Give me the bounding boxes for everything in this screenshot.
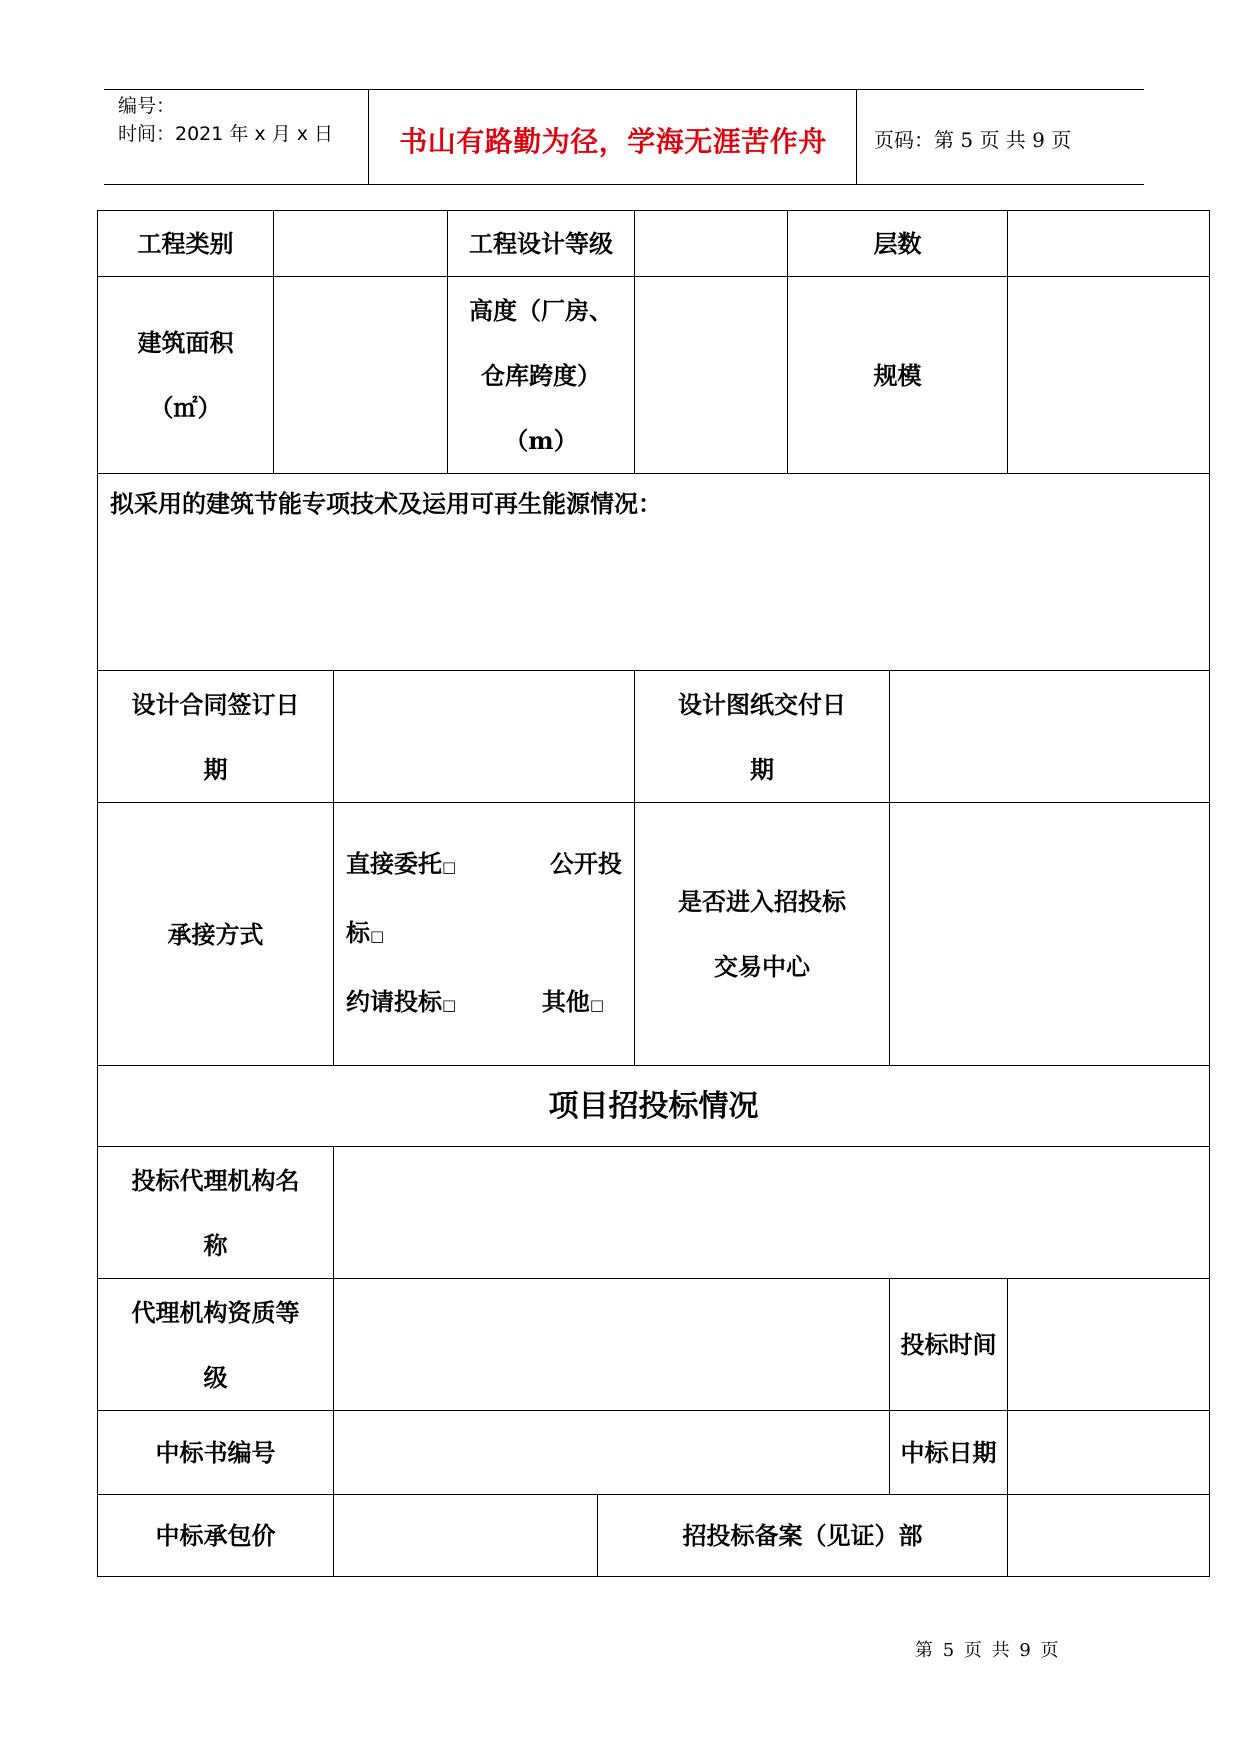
table-row <box>98 671 1210 803</box>
label-contract-date <box>98 671 334 803</box>
field-design-grade[interactable] <box>635 211 788 277</box>
header-time-label: 时间：2021 年 x 月 x 日 <box>118 123 334 145</box>
table-row <box>98 277 1210 474</box>
label-award-date: 中标日期 <box>890 1411 1008 1495</box>
page-header <box>104 89 1144 185</box>
label-building-area <box>98 277 274 474</box>
header-motto: 书山有路勤为径，学海无涯苦作舟 <box>399 125 827 158</box>
label-drawing-date <box>635 671 890 803</box>
checkbox-open[interactable]: □ <box>370 926 385 945</box>
label-scale: 规模 <box>788 277 1008 474</box>
option-open[interactable] <box>346 918 384 947</box>
options-row <box>346 969 622 1038</box>
undertake-method-options <box>334 803 635 1066</box>
height-line-1: 高度（厂房、 <box>469 295 613 325</box>
option-direct-label: 直接委托 <box>346 848 442 878</box>
field-award-no[interactable] <box>334 1411 890 1495</box>
agency-grade-line-1: 代理机构资质等 <box>131 1297 300 1327</box>
agency-grade-line-2: 级 <box>203 1362 228 1392</box>
checkbox-other[interactable]: □ <box>589 995 604 1014</box>
field-award-price[interactable] <box>334 1495 598 1577</box>
label-undertake-method: 承接方式 <box>98 803 334 1066</box>
option-invite[interactable] <box>346 969 456 1038</box>
option-invite-label: 约请投标 <box>346 986 442 1016</box>
header-meta <box>118 92 333 148</box>
table-row <box>98 1411 1210 1495</box>
header-page-info: 页码：第 5 页 共 9 页 <box>874 128 1072 152</box>
option-open-label-part2: 标 <box>346 917 370 947</box>
field-engineering-category[interactable] <box>274 211 448 277</box>
options-row <box>346 831 622 900</box>
building-area-unit: （㎡） <box>149 393 222 422</box>
label-record-dept: 招投标备案（见证）部 <box>598 1495 1008 1577</box>
table-row <box>98 1147 1210 1279</box>
label-agency-grade <box>98 1279 334 1411</box>
field-scale[interactable] <box>1008 277 1210 474</box>
label-height <box>448 277 635 474</box>
registration-form-table <box>97 210 1210 1577</box>
contract-date-line-2: 期 <box>203 754 228 784</box>
field-contract-date[interactable] <box>334 671 635 803</box>
table-row <box>98 1495 1210 1577</box>
label-award-price: 中标承包价 <box>98 1495 334 1577</box>
agency-name-line-1: 投标代理机构名 <box>131 1165 300 1195</box>
header-divider <box>856 90 857 184</box>
table-row <box>98 474 1210 671</box>
option-other-label: 其他 <box>541 986 590 1016</box>
label-bid-time: 投标时间 <box>890 1279 1008 1411</box>
agency-name-line-2: 称 <box>203 1230 228 1260</box>
energy-tech-label: 拟采用的建筑节能专项技术及运用可再生能源情况： <box>110 489 662 518</box>
checkbox-invite[interactable]: □ <box>442 995 457 1014</box>
option-open-label-part1: 公开投 <box>550 848 622 878</box>
field-award-date[interactable] <box>1008 1411 1210 1495</box>
label-tender-center <box>635 803 890 1066</box>
energy-tech-field[interactable] <box>98 474 1210 671</box>
field-floors[interactable] <box>1008 211 1210 277</box>
field-building-area[interactable] <box>274 277 448 474</box>
tender-center-line-2: 交易中心 <box>714 952 810 981</box>
checkbox-direct[interactable]: □ <box>442 857 457 876</box>
table-row <box>98 211 1210 277</box>
field-agency-grade[interactable] <box>334 1279 890 1411</box>
building-area-text: 建筑面积 <box>137 328 234 357</box>
label-design-grade: 工程设计等级 <box>448 211 635 277</box>
label-floors: 层数 <box>788 211 1008 277</box>
field-agency-name[interactable] <box>334 1147 1210 1279</box>
options-row <box>346 900 622 969</box>
field-drawing-date[interactable] <box>890 671 1210 803</box>
table-row <box>98 1066 1210 1147</box>
table-row <box>98 1279 1210 1411</box>
option-direct[interactable] <box>346 831 456 900</box>
field-record-dept[interactable] <box>1008 1495 1210 1577</box>
tender-center-line-1: 是否进入招投标 <box>678 887 846 916</box>
field-bid-time[interactable] <box>1008 1279 1210 1411</box>
section-title: 项目招投标情况 <box>98 1066 1210 1147</box>
field-tender-center[interactable] <box>890 803 1210 1066</box>
label-engineering-category: 工程类别 <box>98 211 274 277</box>
table-row <box>98 803 1210 1066</box>
drawing-date-line-2: 期 <box>750 754 774 784</box>
height-line-2: 仓库跨度） <box>481 360 601 390</box>
label-agency-name <box>98 1147 334 1279</box>
option-other[interactable] <box>542 969 604 1038</box>
contract-date-line-1: 设计合同签订日 <box>131 689 300 719</box>
field-height[interactable] <box>635 277 788 474</box>
header-divider <box>368 90 369 184</box>
page-footer: 第 5 页 共 9 页 <box>915 1640 1061 1661</box>
label-award-no: 中标书编号 <box>98 1411 334 1495</box>
drawing-date-line-1: 设计图纸交付日 <box>678 689 846 719</box>
header-number-label: 编号： <box>118 95 176 117</box>
height-line-3: （m） <box>504 425 578 455</box>
